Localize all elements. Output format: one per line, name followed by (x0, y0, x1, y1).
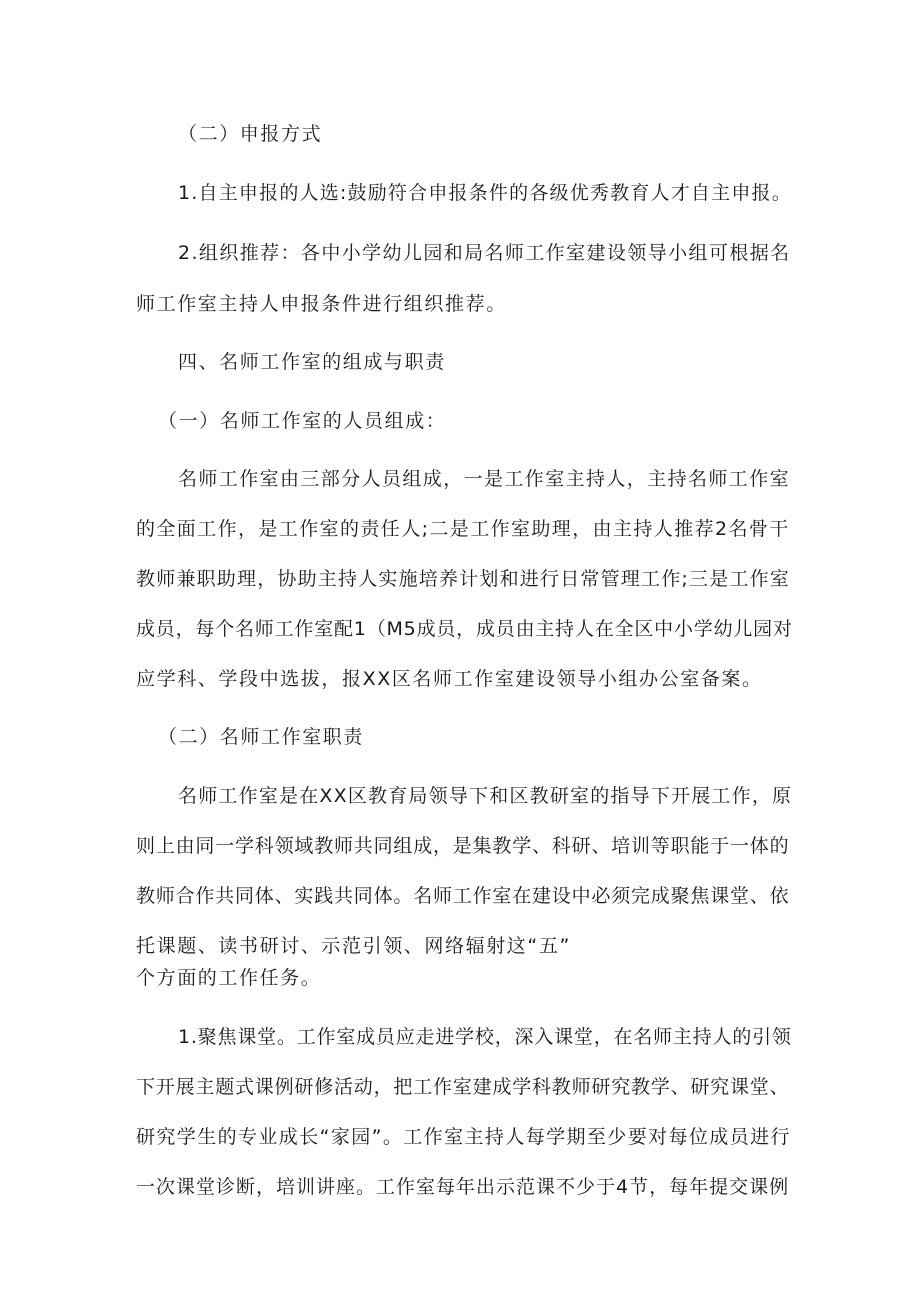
paragraph-duties-line-5: 个方面的工作任务。 (136, 967, 322, 989)
paragraph-duties-line-2: 则上由同一学科领域教师共同组成，是集教学、科研、培训等职能于一体的 (136, 835, 790, 857)
paragraph-duties-line-3: 教师合作共同体、实践共同体。名师工作室在建设中必须完成聚焦课堂、依 (136, 885, 790, 907)
paragraph-duties-line-4: 托课题、读书研讨、示范引领、网络辐射这“五” (136, 935, 571, 957)
subsection-heading-duties: （二）名师工作室职责 (158, 726, 365, 748)
section-heading-composition-duties: 四、名师工作室的组成与职责 (178, 351, 446, 373)
paragraph-personnel-line-3: 教师兼职助理，协助主持人实施培养计划和进行日常管理工作;三是工作室 (136, 568, 791, 590)
paragraph-classroom-line-4: 一次课堂诊断，培训讲座。工作室每年出示范课不少于4节，每年提交课例 (136, 1176, 790, 1198)
subsection-heading-personnel: （一）名师工作室的人员组成： (158, 410, 447, 432)
paragraph-personnel-line-4: 成员，每个名师工作室配1（M5成员，成员由主持人在全区中小学幼儿园对 (136, 618, 793, 640)
paragraph-personnel-line-5: 应学科、学段中选拔，报XX区名师工作室建设领导小组办公室备案。 (136, 668, 763, 690)
section-heading-application-method: （二）申报方式 (178, 123, 323, 145)
paragraph-classroom-line-1: 1.聚焦课堂。工作室成员应走进学校，深入课堂，在名师主持人的引领 (178, 1026, 792, 1048)
paragraph-personnel-line-1: 名师工作室由三部分人员组成，一是工作室主持人，主持名师工作室 (178, 468, 791, 490)
paragraph-organization-recommend: 2.组织推荐：各中小学幼儿园和局名师工作室建设领导小组可根据名 (178, 242, 791, 264)
paragraph-organization-recommend-cont: 师工作室主持人申报条件进行组织推荐。 (136, 293, 507, 315)
paragraph-duties-line-1: 名师工作室是在XX区教育局领导下和区教研室的指导下开展工作，原 (178, 785, 793, 807)
paragraph-personnel-line-2: 的全面工作，是工作室的责任人;二是工作室助理，由主持人推荐2名骨干 (136, 518, 790, 540)
paragraph-classroom-line-3: 研究学生的专业成长“家园”。工作室主持人每学期至少要对每位成员进行 (136, 1126, 791, 1148)
paragraph-self-application: 1.自主申报的人选:鼓励符合申报条件的各级优秀教育人才自主申报。 (178, 182, 792, 204)
paragraph-classroom-line-2: 下开展主题式课例研修活动，把工作室建成学科教师研究教学、研究课堂、 (136, 1076, 790, 1098)
